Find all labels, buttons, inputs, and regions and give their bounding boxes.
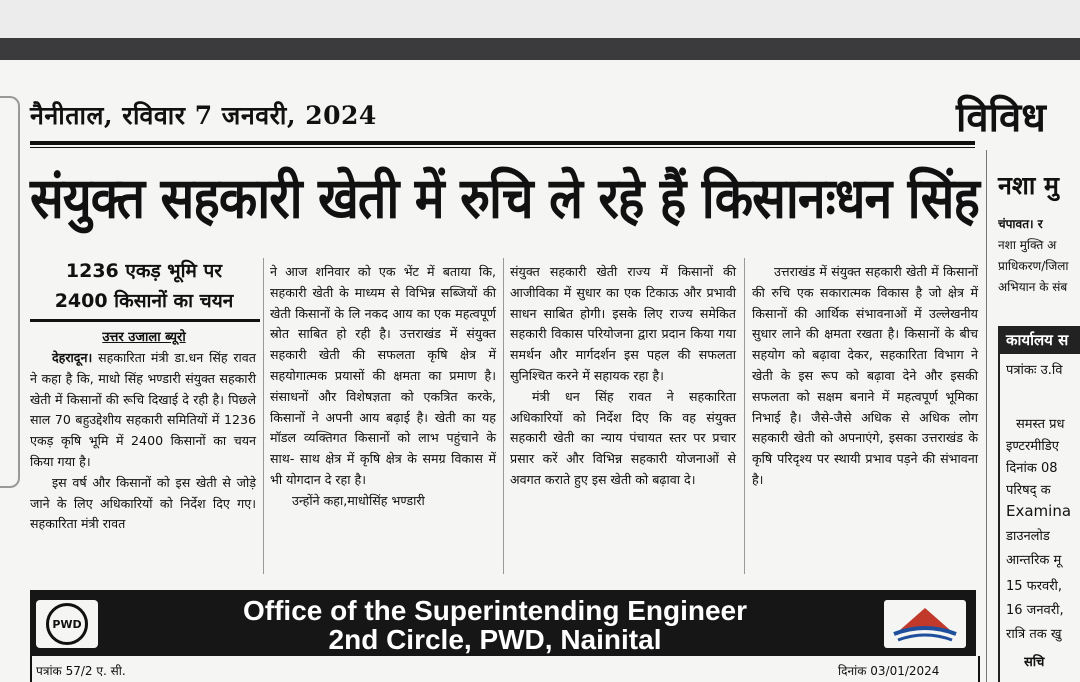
column-3-paragraph-1: संयुक्त सहकारी खेती राज्य में किसानों की आजीविका में सुधार का एक टिकाऊ और प्रभावी साधन साबित होगी। इसके लिए राज्य समेकित सहकारी विकास परियोजना द्वारा प्रदान किया गया समर्थन और मार्गदर्शन इस पहल की सफलता सुनिश्चित करने में सहायक रहा है। [510,264,736,383]
column-1-paragraph-1: सहकारिता मंत्री डा.धन सिंह रावत ने कहा है कि, माधो सिंह भण्डारी संयुक्त सहकारी खेती में किसानों की रूचि दिखाई दे रही है। पिछले साल 70 बहुउद्देशीय सहकारी समितियों में 1236 एकड़ कृषि भूमि में 2400 किसानों का चयन किया गया है। [30,350,256,469]
article-column-2 [270,262,496,512]
notice-line: इण्टरमीडिए [1006,439,1059,454]
advertisement-title-line-2: 2nd Circle, PWD, Nainital [328,624,662,655]
notice-line: Examina [1006,502,1072,520]
page-column-divider [986,150,987,682]
advertisement-title [110,596,880,654]
pwd-logo [36,600,98,648]
right-text-line: प्राधिकरण/जिला [998,259,1069,273]
notice-line: डाउनलोड [1006,529,1050,544]
advert-reference-number: पत्रांक 57/2 ए. सी. [36,664,126,678]
advertisement-title-line-1: Office of the Superintending Engineer [242,595,748,626]
notice-line: परिषद् क [1006,483,1051,498]
subheadline [30,256,258,316]
subheadline-line-2: 2400 किसानों का चयन [54,290,234,312]
column-2-paragraph-1: ने आज शनिवार को एक भेंट में बताया कि, सहकारी खेती के माध्यम से विभिन्न सब्जियों की खेती किसानों के लि नकद आय का एक महत्वपूर्ण स्रोत साबित हो रही है। उत्तराखंड में संयुक्त सहकारी खेती की सफलता कृषि क्षेत्र में सहयोगात्मक प्रयासों की क्षमता का प्रमाण है। संसाधनों और विशेषज्ञता को एकत्रित करके, किसानों ने अपनी आय बढ़ाई है। खेती का यह मॉडल व्यक्तिगत किसानों को लाभ पहुंचाने के साथ- साथ क्षेत्र में कृषि क्षेत्र के समग्र विकास में भी योगदान दे रहा है। [270,264,496,487]
notice-line: समस्त प्रध [1016,417,1065,432]
right-text-line: अभियान के संब [998,280,1068,294]
right-text-line: चंपावत। र [998,217,1043,231]
notice-line: सचि [1024,655,1045,670]
byline: उत्तर उजाला ब्यूरो [102,330,186,345]
right-text-line: नशा मुक्ति अ [998,238,1057,252]
column-divider [263,258,264,574]
article-column-4 [752,262,978,491]
notice-line: आन्तरिक मू [1006,553,1062,568]
right-article-headline: नशा मु [998,171,1060,200]
subheadline-rule [30,319,260,322]
advert-date: दिनांक 03/01/2024 [838,664,940,678]
notice-line: 15 फरवरी, [1006,579,1063,594]
notice-line: 16 जनवरी, [1006,603,1064,618]
top-toolbar-bar [0,38,1080,60]
dateline-place: देहरादून। [52,350,93,365]
column-3-paragraph-2: मंत्री धन सिंह रावत ने सहकारिता अधिकारियों को निर्देश दिए कि वह संयुक्त सहकारी खेती का न्याय पंचायत स्तर पर प्रचार प्रसार करें और विभिन्न सहकारी योजनाओं से अवगत कराते हुए इस खेती को बढ़ावा दे। [510,388,736,487]
masthead-rule-thin [30,147,975,148]
article-headline: संयुक्त सहकारी खेती में रुचि ले रहे हैं किसानःधन सिंह [30,165,979,231]
subheadline-line-1: 1236 एकड़ भूमि पर [65,260,223,282]
pwd-logo-icon: PWD [46,603,88,645]
column-2-paragraph-2: उन्होंने कहा,माधोसिंह भण्डारी [292,492,425,508]
dateline: नैनीताल, रविवार 7 जनवरी, 2024 [30,101,377,130]
adjacent-page-edge [0,96,20,488]
column-1-paragraph-2: इस वर्ष और किसानों को इस खेती से जोड़े जाने के लिए अधिकारियों को निर्देश दिए गए। सहकारिता मंत्री रावत [30,474,256,532]
uttarakhand-emblem-icon [884,600,966,648]
masthead-rule [30,141,975,145]
article-column-3 [510,262,736,491]
notice-box-title: कार्यालय स [998,326,1080,354]
column-divider [744,258,745,574]
column-divider [503,258,504,574]
right-article-text [998,214,1080,298]
column-4-paragraph-1: उत्तराखंड में संयुक्त सहकारी खेती में किसानों की रुचि एक सकारात्मक विकास है जो क्षेत्र में किसानों की आर्थिक संभावनाओं में उल्लेखनीय सुधार लाने की क्षमता रखता है। किसानों के बीच सहयोग को बढ़ावा देकर, सहकारिता विभाग ने खेती के इस रूप को बढ़ावा देने और इसकी सफलता को सक्षम बनाने में महत्वपूर्ण भूमिका निभाई है। जैसे-जैसे अधिक से अधिक लोग सहकारी खेती को अपनाएंगे, इसका उत्तराखंड के कृषि परिदृश्य पर स्थायी प्रभाव पड़ने की संभावना है। [752,264,978,487]
notice-line: रात्रि तक खु [1006,627,1062,642]
notice-line: पत्रांकः उ.वि [1006,363,1063,378]
notice-line: दिनांक 08 [1006,461,1058,476]
article-column-1 [30,348,256,535]
section-title: विविध [956,94,1046,141]
